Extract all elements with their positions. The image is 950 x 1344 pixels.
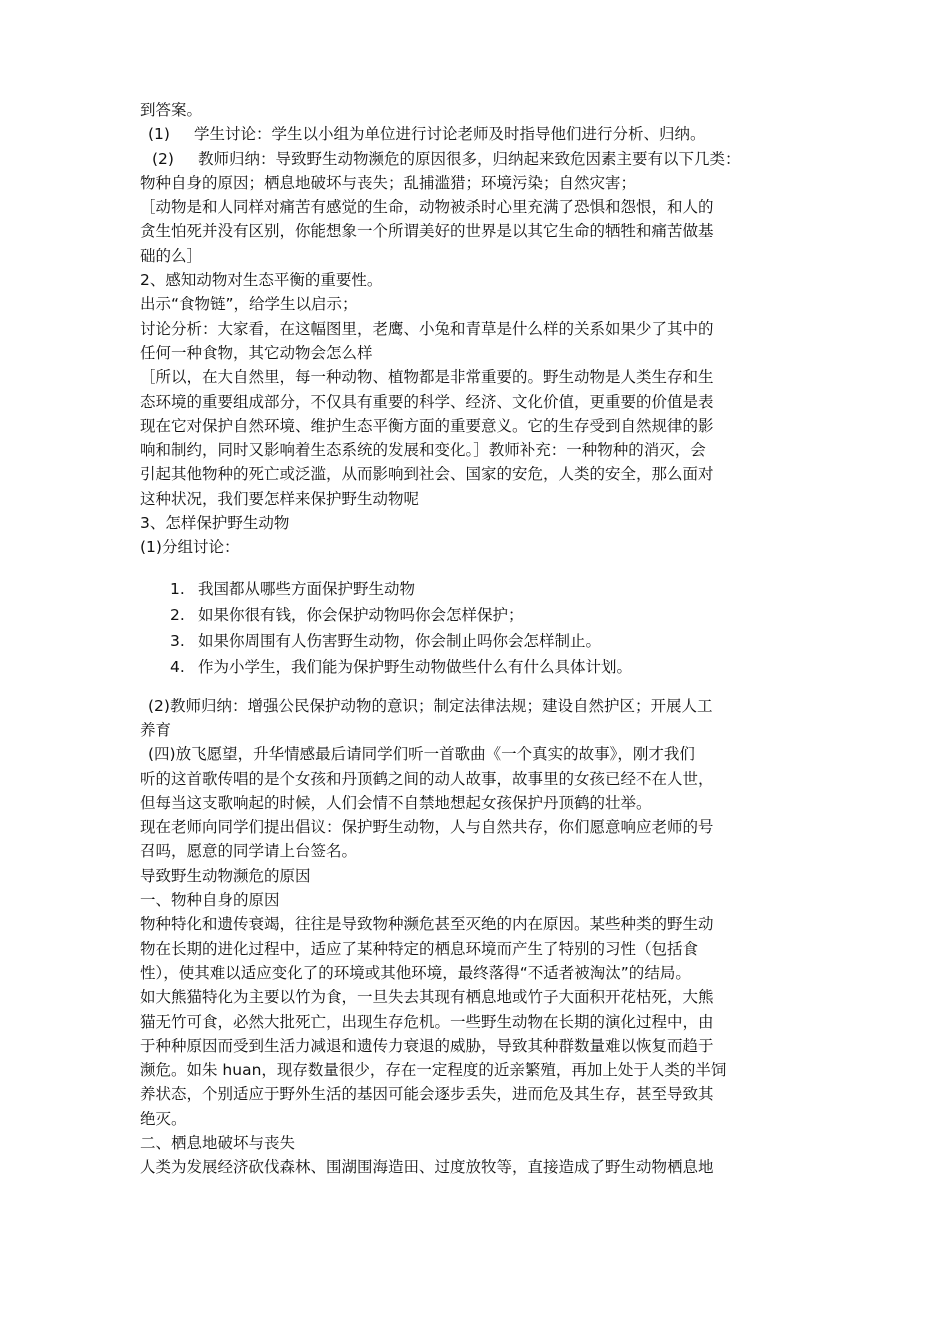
text-line: 础的么］: [140, 246, 203, 265]
text-line: 响和制约，同时又影响着生态系统的发展和变化。］教师补充：一种物种的消灭，会: [140, 441, 706, 460]
section-heading: 2、感知动物对生态平衡的重要性。: [140, 271, 383, 290]
section-heading: 导致野生动物濒危的原因: [140, 866, 311, 885]
list-text: 作为小学生，我们能为保护野生动物做些什么有什么具体计划。: [198, 657, 633, 676]
text-line: 到答案。: [140, 101, 203, 119]
text-line: 态环境的重要组成部分，不仅具有重要的科学、经济、文化价值，更重要的价值是表: [140, 392, 714, 411]
text-line: (1)分组讨论：: [140, 538, 240, 557]
list-number: 3.: [170, 631, 185, 650]
text-line: 贪生怕死并没有区别，你能想象一个所谓美好的世界是以其它生命的牺牲和痛苦做基: [140, 222, 714, 241]
discussion-item: [140, 122, 830, 146]
item-text: 教师归纳：导致野生动物濒危的原因很多，归纳起来致危因素主要有以下几类：: [197, 149, 741, 168]
list-item: [140, 654, 830, 680]
list-number: 4.: [170, 657, 185, 676]
text-line: 出示“食物链”，给学生以启示；: [140, 295, 358, 314]
list-text: 我国都从哪些方面保护野生动物: [198, 579, 416, 598]
text-line: ［动物是和人同样对痛苦有感觉的生命，动物被杀时心里充满了恐惧和怨恨，和人的: [140, 198, 714, 217]
summary-item: [140, 147, 830, 171]
text-line: 召吗，愿意的同学请上台签名。: [140, 842, 358, 861]
text-line: 于种种原因而受到生活力减退和遗传力衰退的威胁，导致其种群数量难以恢复而趋于: [140, 1036, 714, 1055]
list-number: 2.: [170, 605, 185, 624]
document-page: [140, 98, 830, 1180]
text-line: 养育: [140, 720, 172, 739]
text-line: 物种特化和遗传衰竭，往往是导致物种濒危甚至灭绝的内在原因。某些种类的野生动: [140, 915, 714, 934]
text-line: 绝灭。: [140, 1109, 187, 1128]
list-item: [140, 576, 830, 602]
section-heading: 二、栖息地破坏与丧失: [140, 1133, 296, 1152]
list-item: [140, 628, 830, 654]
text-line: 养状态，个别适应于野外生活的基因可能会逐步丢失，进而危及其生存，甚至导致其: [140, 1085, 714, 1104]
text-line: 现在老师向同学们提出倡议：保护野生动物，人与自然共存，你们愿意响应老师的号: [140, 818, 714, 837]
text-line: 濒危。如朱 huan，现存数量很少，存在一定程度的近亲繁殖，再加上处于人类的半饲: [140, 1061, 727, 1080]
text-line: (2)教师归纳：增强公民保护动物的意识；制定法律法规；建设自然护区；开展人工: [148, 696, 713, 715]
text-line: 讨论分析：大家看，在这幅图里，老鹰、小兔和青草是什么样的关系如果少了其中的: [140, 319, 714, 338]
text-line: 物在长期的进化过程中，适应了某种特定的栖息环境而产生了特别的习性（包括食: [140, 939, 699, 958]
text-line: 现在它对保护自然环境、维护生态平衡方面的重要意义。它的生存受到自然规律的影: [140, 416, 714, 435]
list-number: 1.: [170, 579, 185, 598]
section-heading: 3、怎样保护野生动物: [140, 514, 290, 533]
text-line: 听的这首歌传唱的是个女孩和丹顶鹤之间的动人故事，故事里的女孩已经不在人世，: [140, 769, 714, 788]
text-line: 物种自身的原因；栖息地破坏与丧失；乱捕滥猎；环境污染；自然灾害；: [140, 173, 637, 192]
item-number: (2): [152, 149, 174, 168]
discussion-question-list: [140, 576, 830, 680]
text-line: (四)放飞愿望，升华情感最后请同学们听一首歌曲《一个真实的故事》，刚才我们: [148, 745, 695, 764]
text-line: 但每当这支歌响起的时候，人们会情不自禁地想起女孩保护丹顶鹤的壮举。: [140, 793, 652, 812]
item-text: 学生讨论：学生以小组为单位进行讨论老师及时指导他们进行分析、归纳。: [193, 125, 706, 144]
section-heading: 一、物种自身的原因: [140, 891, 280, 910]
list-item: [140, 602, 830, 628]
item-number: (1): [148, 125, 170, 144]
text-line: 引起其他物种的死亡或泛滥，从而影响到社会、国家的安危，人类的安全，那么面对: [140, 465, 714, 484]
text-line: 性），使其难以适应变化了的环境或其他环境，最终落得“不适者被淘汰”的结局。: [140, 963, 691, 982]
text-line: 这种状况，我们要怎样来保护野生动物呢: [140, 489, 420, 508]
text-line: 猫无竹可食，必然大批死亡，出现生存危机。一些野生动物在长期的演化过程中，由: [140, 1012, 714, 1031]
text-line: ［所以，在大自然里，每一种动物、植物都是非常重要的。野生动物是人类生存和生: [140, 368, 714, 387]
text-line: 任何一种食物，其它动物会怎么样: [140, 343, 373, 362]
list-text: 如果你很有钱，你会保护动物吗你会怎样保护；: [198, 605, 524, 624]
text-line: 人类为发展经济砍伐森林、围湖围海造田、过度放牧等，直接造成了野生动物栖息地: [140, 1158, 714, 1177]
list-text: 如果你周围有人伤害野生动物，你会制止吗你会怎样制止。: [198, 631, 602, 650]
text-line: 如大熊猫特化为主要以竹为食，一旦失去其现有栖息地或竹子大面积开花枯死，大熊: [140, 988, 714, 1007]
